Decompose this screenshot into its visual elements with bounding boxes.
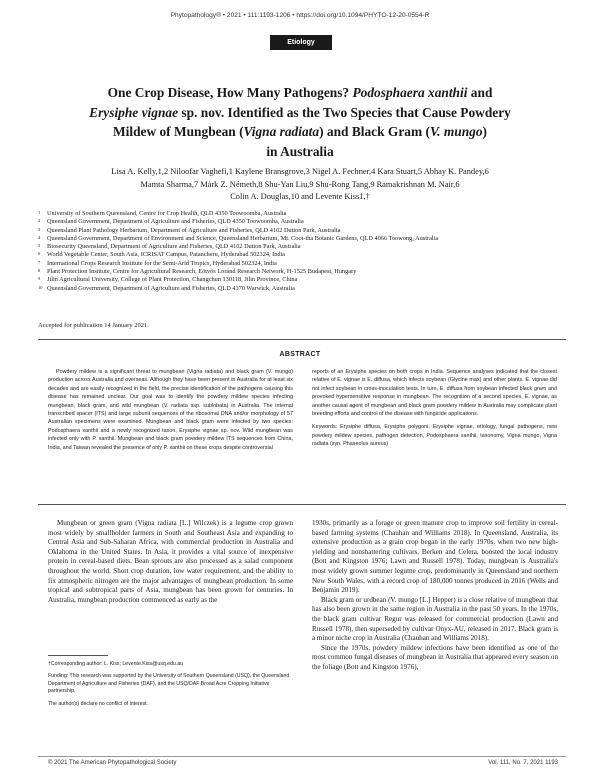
footer-divider xyxy=(38,756,566,757)
accepted-date: Accepted for publication 14 January 2021. xyxy=(38,322,149,329)
affiliation-list xyxy=(38,210,566,293)
body-paragraph: Since the 1970s, powdery mildew infections have been identified as one of the most common fungal diseases of mungbean in Australia that appeared every season on the foliage (Bott and Kingston 1976), xyxy=(312,643,558,671)
article-title: One Crop Disease, How Many Pathogens? Podosphaera xanthii and Erysiphe vignae sp. nov. Identified as the Two Species that Cause Powdery Mildew of Mungbean (Vigna radiata) and Black Gram (V. mungo) in Australia xyxy=(89,85,511,159)
affiliation-item: 2 Queensland Government, Department of Agriculture and Fisheries, QLD 4350 Toowoomba, Australia xyxy=(38,218,304,226)
author-list xyxy=(40,166,560,204)
copyright: © 2021 The American Phytopathological Society xyxy=(48,760,177,766)
affiliation-item: 6 World Vegetable Center, South Asia, ICRISAT Campus, Patancheru, Hyderabad 502324, India xyxy=(38,251,286,259)
body-paragraph: Black gram or urdbean (V. mungo [L.] Hepper) is a close relative of mungbean that has also been grown in the same region in Australia in the past 50 years. In the 1970s, the black gram cultivar Regur was released for commercial production (Lawn and Russell 1978), then superseded by cultivar Onyx-AU, released in 2017. Black gram is a minor niche crop in Australia (Chauhan and Williams 2018). xyxy=(312,595,558,643)
keywords: Keywords: Erysiphe diffusa, Erysiphe polygoni, Erysiphe vignae, etiology, fungal pathogens, new powdery mildew species, pathogen detection, Podosphaera xanthii, taxonomy, Vigna mungo, Vigna radiata (syn. Phaseolus aureus) xyxy=(312,424,557,448)
body-left-column xyxy=(48,519,293,605)
affiliation-item: 10 Queensland Government, Department of Agriculture and Fisheries, QLD 4370 Warwick, Australia xyxy=(38,284,295,292)
body-right-column xyxy=(312,519,558,673)
author-line: Mamta Sharma,7 Márk Z. Németh,8 Shu-Yan Liu,9 Shu-Rong Tang,9 Ramakrishnan M. Nair,6 xyxy=(140,179,460,189)
abstract-right-text: reports of an Erysiphe species on both crops in India. Sequence analyses indicated that the closest relative of E. vignae is E. diffusa, which infects soybean (Glycine max) and other plants. E. vignae did not infect soybean in cross-inoculation tests. In turn, E. diffusa from soybean infected black gram and provoked hypersensitive response in mungbean. The recognition of a second species, E. vignae, as another causal agent of mungbean and black gram powdery mildew in Australia may complicate plant breeding efforts and control of the disease with fungicide applications. xyxy=(312,369,557,418)
affiliation-item: 3 Queensland Plant Pathology Herbarium, Department of Agriculture and Fisheries, QLD 4102 Dutton Park, Australia xyxy=(38,226,341,234)
section-label: Etiology xyxy=(270,35,332,50)
body-paragraph: Mungbean or green gram (Vigna radiata [L.] Wilczek) is a legume crop grown most widely by smallholder farmers in South and Southeast Asia and expanding to Central Asia and Sub-Saharan Africa, with commercial production in Australia and Oklahoma in the United States. In Asia, it provides a vital source of inexpensive protein in cereal-based diets. Bean sprouts are also processed as a salad component throughout the world. Short crop duration, low water requirement, and the ability to fix atmospheric nitrogen are the major advantages of mungbean production. In some tropical and subtropical parts of Asia, mungbean has been grown for centuries. In Australia, mungbean production commenced as early as the xyxy=(48,519,293,604)
journal-running-head: Phytopathology® • 2021 • 111:1193-1206 • https://doi.org/10.1094/PHYTO-12-20-0554-R xyxy=(170,12,430,19)
page-info: Vol. 111, No. 7, 2021 1193 xyxy=(488,760,558,766)
affiliation-item: 7 International Crops Research Institute for the Semi-Arid Tropics, Hyderabad 502324, India xyxy=(38,259,277,267)
footnote-divider xyxy=(48,655,108,656)
affiliation-item: 4 Queensland Government, Department of Environment and Science, Queensland Herbarium, Mt. Coot-tha Botanic Gardens, QLD 4066 Toowong, Australia xyxy=(38,234,439,242)
abstract-left-column: Powdery mildew is a significant threat to mungbean (Vigna radiata) and black gram (V. mungo) production across Australia and overseas. Although they have been present in Australia for at least six decades and are easily recognized in the field, the precise identification of the pathogens causing this disease has remained unclear. Our goal was to identify the powdery mildew species infecting mungbean, black gram, and wild mungbean (V. radiata ssp. sublobata) in Australia. The internal transcribed spacer (ITS) and large subunit sequences of the ribosomal DNA and/or morphology of 57 Australian specimens were examined. Mungbean and black gram were infected by two species: Podosphaera xanthii and a newly recognized taxon, Erysiphe vignae sp. nov. Wild mungbean was infected only with P. xanthii. Mungbean and black gram powdery mildew ITS sequences from China, India, and Taiwan revealed the presence of only P. xanthii on these crops despite controversial xyxy=(48,369,293,451)
footnotes xyxy=(48,661,293,713)
author-line: Lisa A. Kelly,1,2 Niloofar Vaghefi,1 Kaylene Bransgrove,3 Nigel A. Fechner,4 Kara Stuart,5 Abhay K. Pandey,6 xyxy=(111,167,489,176)
affiliation-item: 1 University of Southern Queensland, Centre for Crop Health, QLD 4350 Toowoomba, Australia xyxy=(38,210,287,217)
conflict-note: The author(s) declare no conflict of interest. xyxy=(48,700,149,707)
author-line: Colin A. Douglas,10 and Levente Kiss1,† xyxy=(230,192,370,201)
corresponding-author: †Corresponding author: L. Kiss; Levente.Kiss@usq.edu.au xyxy=(48,661,184,667)
abstract-heading: ABSTRACT xyxy=(279,351,321,358)
affiliation-item: 5 Biosecurity Queensland, Department of Agriculture and Fisheries, QLD 4102 Dutton Park, Australia xyxy=(38,243,301,251)
abstract-right-column xyxy=(312,368,557,449)
body-paragraph: 1930s, primarily as a forage or green manure crop to improve soil fertility in cereal-based farming systems (Chauhan and Williams 2018). In Queensland, Australia, its extensive production as a grain crop began in the early 1970s, when two new high-yielding and nonshattering cultivars, Berken and Celera, boosted the local industry (Bott and Kingston 1976; Lawn and Russell 1978). Today, mungbean is Australia's most widely grown summer legume crop, predominantly in Queensland and northern New South Wales, with a record crop of 180,000 tonnes produced in 2016 (Wells and Benjamin 2019). xyxy=(312,519,558,595)
funding-note: Funding: This research was supported by the University of Southern Queensland (USQ), the Queensland Department of Agriculture and Fisheries (DAF), and the USQ/DAF Broad Acre Cropping Initiative partnership. xyxy=(48,673,290,695)
divider xyxy=(38,504,566,505)
affiliation-item: 9 Jilin Agricultural University, College of Plant Protection, Changchun 130118, Jilin Province, China xyxy=(38,276,298,284)
divider xyxy=(38,339,566,340)
affiliation-item: 8 Plant Protection Institute, Centre for Agricultural Research, Eötvös Loránd Research Network, H-1525 Budapest, Hungary xyxy=(38,268,357,276)
